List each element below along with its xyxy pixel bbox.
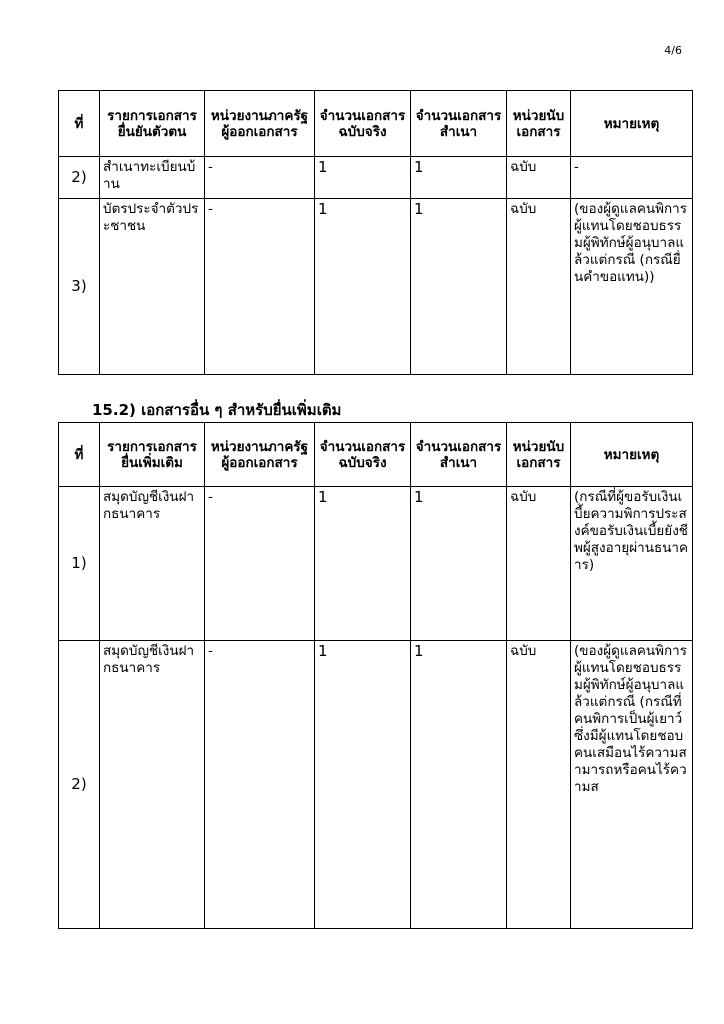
header-unit: หน่วยนับเอกสาร (507, 91, 571, 157)
row-note: (กรณีที่ผู้ขอรับเงินเบี้ยความพิการประสงค์ขอรับเงินเบี้ยยังชีพผู้สูงอายุผ่านธนาคาร) (571, 487, 693, 641)
row-agency: - (205, 641, 315, 929)
table-header-row (59, 91, 693, 157)
row-note: (ของผู้ดูแลคนพิการผู้แทนโดยชอบธรรมผู้พิทักษ์ผู้อนุบาลแล้วแต่กรณี (กรณียื่นคำขอแทน)) (571, 199, 693, 375)
row-copy: 1 (411, 157, 507, 199)
row-document: สมุดบัญชีเงินฝากธนาคาร (100, 487, 205, 641)
row-agency: - (205, 157, 315, 199)
table-row (59, 641, 693, 929)
row-agency: - (205, 199, 315, 375)
documents-table (58, 90, 693, 375)
row-unit: ฉบับ (507, 487, 571, 641)
page-number: 4/6 (664, 44, 682, 57)
header-original: จำนวนเอกสารฉบับจริง (315, 91, 411, 157)
table-row (59, 487, 693, 641)
row-agency: - (205, 487, 315, 641)
row-document: บัตรประจำตัวประชาชน (100, 199, 205, 375)
row-no: 2) (59, 641, 100, 929)
header-copy: จำนวนเอกสารสำเนา (411, 91, 507, 157)
row-unit: ฉบับ (507, 641, 571, 929)
row-original: 1 (315, 157, 411, 199)
additional-documents-table (58, 422, 693, 929)
header-note: หมายเหตุ (571, 91, 693, 157)
row-copy: 1 (411, 199, 507, 375)
row-no: 3) (59, 199, 100, 375)
header-agency: หน่วยงานภาครัฐผู้ออกเอกสาร (205, 423, 315, 487)
table-row (59, 199, 693, 375)
row-note: (ของผู้ดูแลคนพิการผู้แทนโดยชอบธรรมผู้พิทักษ์ผู้อนุบาลแล้วแต่กรณี (กรณีที่คนพิการเป็นผู้เยาว์ซึ่งมีผู้แทนโดยชอบคนเสมือนไร้ความสามารถหรือคนไร้ความส (571, 641, 693, 929)
section-title: 15.2) เอกสารอื่น ๆ สำหรับยื่นเพิ่มเติม (92, 401, 342, 419)
row-unit: ฉบับ (507, 199, 571, 375)
row-copy: 1 (411, 487, 507, 641)
table-row (59, 157, 693, 199)
header-unit: หน่วยนับเอกสาร (507, 423, 571, 487)
row-unit: ฉบับ (507, 157, 571, 199)
row-original: 1 (315, 641, 411, 929)
table-header-row (59, 423, 693, 487)
header-copy: จำนวนเอกสารสำเนา (411, 423, 507, 487)
header-no: ที่ (59, 423, 100, 487)
header-document: รายการเอกสารยื่นเพิ่มเติม (100, 423, 205, 487)
row-copy: 1 (411, 641, 507, 929)
row-document: สมุดบัญชีเงินฝากธนาคาร (100, 641, 205, 929)
row-no: 2) (59, 157, 100, 199)
row-note: - (571, 157, 693, 199)
header-original: จำนวนเอกสารฉบับจริง (315, 423, 411, 487)
header-no: ที่ (59, 91, 100, 157)
row-original: 1 (315, 199, 411, 375)
row-document: สำเนาทะเบียนบ้าน (100, 157, 205, 199)
header-note: หมายเหตุ (571, 423, 693, 487)
header-agency: หน่วยงานภาครัฐผู้ออกเอกสาร (205, 91, 315, 157)
row-original: 1 (315, 487, 411, 641)
header-document: รายการเอกสารยื่นยันตัวตน (100, 91, 205, 157)
row-no: 1) (59, 487, 100, 641)
